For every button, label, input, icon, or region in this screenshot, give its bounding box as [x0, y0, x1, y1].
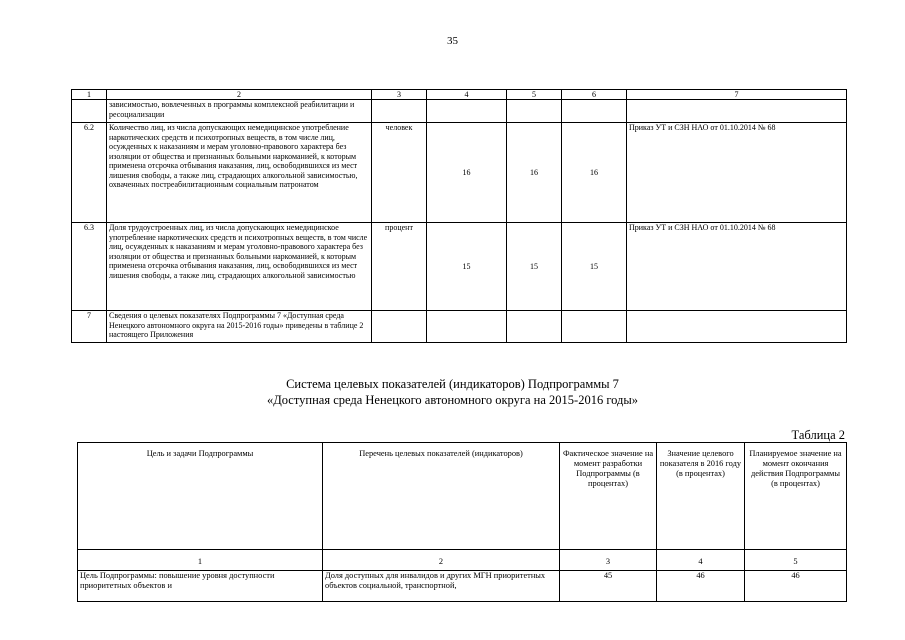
value-col4: 16: [427, 123, 507, 223]
row-number: 6.3: [72, 223, 107, 311]
source-document: Приказ УТ и СЗН НАО от 01.10.2014 № 68: [627, 223, 847, 311]
value-col5: 15: [507, 223, 562, 311]
table1-header-cell: 2: [107, 90, 372, 100]
row-number: 6.2: [72, 123, 107, 223]
table1-header-cell: 7: [627, 90, 847, 100]
table-row: [78, 571, 847, 602]
column-number: 5: [745, 550, 847, 571]
unit: человек: [372, 123, 427, 223]
table-caption: Таблица 2: [791, 428, 845, 442]
source-document: Приказ УТ и СЗН НАО от 01.10.2014 № 68: [627, 123, 847, 223]
value-col4: [427, 311, 507, 343]
value-col5: [507, 311, 562, 343]
table1-header-cell: 3: [372, 90, 427, 100]
row-number: [72, 100, 107, 123]
indicator-text: Доля трудоустроенных лиц, из числа допускающих немедицинское употребление наркотических средств и психотропных веществ, в том числе лиц, осужденных к наказаниям и мерам уголовно-правового характера без изоляции от общества и признанных больными наркоманией, к которым применена отсрочка отбывания наказания, лиц, освободившихся из мест лишения свободы, а также лиц, страдающих алкогольной зависимостью: [107, 223, 372, 311]
row-number: 7: [72, 311, 107, 343]
goal-text: Цель Подпрограммы: повышение уровня доступности приоритетных объектов и: [78, 571, 323, 602]
table1-header-row: [72, 90, 847, 100]
table1-header-cell: 6: [562, 90, 627, 100]
header-planned-value: Планируемое значение на момент окончания действия Подпрограммы (в процентах): [745, 443, 847, 550]
planned-value: 46: [745, 571, 847, 602]
column-number: 2: [323, 550, 560, 571]
column-number: 1: [78, 550, 323, 571]
value-col6: [562, 311, 627, 343]
table-row: [72, 223, 847, 311]
heading-line-1: Система целевых показателей (индикаторов) Подпрограммы 7: [286, 377, 619, 391]
header-indicators: Перечень целевых показателей (индикаторов): [323, 443, 560, 550]
value-col4: [427, 100, 507, 123]
value-col6: 15: [562, 223, 627, 311]
value-col5: 16: [507, 123, 562, 223]
table1-header-cell: 5: [507, 90, 562, 100]
indicator-text: Доля доступных для инвалидов и других МГН приоритетных объектов социальной, транспортной,: [323, 571, 560, 602]
heading-line-2: «Доступная среда Ненецкого автономного округа на 2015-2016 годы»: [266, 393, 639, 407]
table-row: [72, 123, 847, 223]
column-number: 3: [560, 550, 657, 571]
header-goals: Цель и задачи Подпрограммы: [78, 443, 323, 550]
source-document: [627, 311, 847, 343]
section-heading: [0, 376, 905, 408]
table1-header-cell: 1: [72, 90, 107, 100]
table2-number-row: [78, 550, 847, 571]
value-col6: [562, 100, 627, 123]
indicators-table-continued: [71, 89, 847, 343]
indicator-text: Количество лиц, из числа допускающих немедицинское употребление наркотических средств и психотропных веществ, в том числе лиц, осужденных к наказаниям и мерам уголовно-правового характера без изоляции от общества и признанных больными наркоманией, к которым применена отсрочка отбывания наказания, лиц, освободившихся из мест лишения свободы, а также лиц, страдающих алкогольной зависимостью, охваченных постреабилитационным социальным патронатом: [107, 123, 372, 223]
unit: [372, 100, 427, 123]
table2-header-row: [78, 443, 847, 550]
unit: [372, 311, 427, 343]
target-indicators-table: [77, 442, 847, 602]
header-target-2016: Значение целевого показателя в 2016 году (в процентах): [657, 443, 745, 550]
table-row: [72, 100, 847, 123]
table1-header-cell: 4: [427, 90, 507, 100]
indicator-text: зависимостью, вовлеченных в программы комплексной реабилитации и ресоциализации: [107, 100, 372, 123]
value-col5: [507, 100, 562, 123]
column-number: 4: [657, 550, 745, 571]
value-col6: 16: [562, 123, 627, 223]
source-document: [627, 100, 847, 123]
table-row: [72, 311, 847, 343]
target-2016-value: 46: [657, 571, 745, 602]
unit: процент: [372, 223, 427, 311]
value-col4: 15: [427, 223, 507, 311]
header-actual-value: Фактическое значение на момент разработки Подпрограммы (в процентах): [560, 443, 657, 550]
page-number: 35: [447, 35, 458, 47]
actual-value: 45: [560, 571, 657, 602]
indicator-text: Сведения о целевых показателях Подпрограммы 7 «Доступная среда Ненецкого автономного округа на 2015-2016 годы» приведены в таблице 2 настоящего Приложения: [107, 311, 372, 343]
